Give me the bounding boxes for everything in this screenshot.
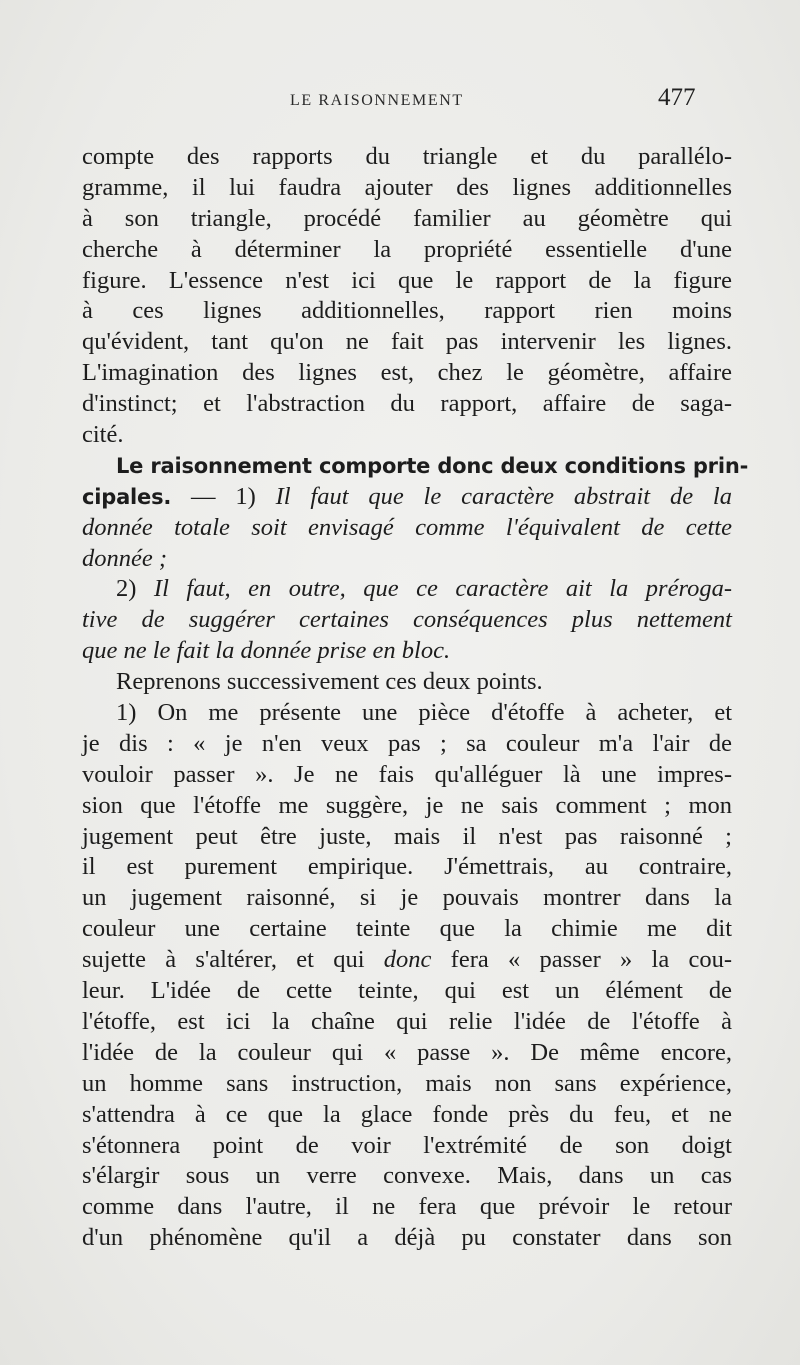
text-line: à son triangle, procédé familier au géomètre qui xyxy=(82,204,732,232)
text-line xyxy=(82,482,732,513)
text-line: jugement peut être juste, mais il n'est pas raisonné ; xyxy=(82,822,732,850)
text-line: à ces lignes additionnelles, rapport rien moins xyxy=(82,297,732,325)
text-line: d'instinct; et l'abstraction du rapport, affaire de saga- xyxy=(82,390,732,418)
text-line: il est purement empirique. J'émettrais, au contraire, xyxy=(82,853,732,881)
text-line: l'idée de la couleur qui « passe ». De même encore, xyxy=(82,1038,732,1066)
text-line: je dis : « je n'en veux pas ; sa couleur m'a l'air de xyxy=(82,729,732,757)
text-line xyxy=(82,945,732,976)
text-line: qu'évident, tant qu'on ne fait pas intervenir les lignes. xyxy=(82,328,732,356)
italic-text: tive de suggérer certaines conséquences plus nettement xyxy=(82,606,732,634)
italic-text: que ne le fait la donnée prise en bloc. xyxy=(82,637,451,665)
text-line: un jugement raisonné, si je pouvais montrer dans la xyxy=(82,884,732,912)
bold-lead-text: cipales. xyxy=(82,484,172,509)
text-line: cherche à déterminer la propriété essentielle d'une xyxy=(82,235,732,263)
text-line: d'un phénomène qu'il a déjà pu constater dans son xyxy=(82,1224,732,1252)
text-line: vouloir passer ». Je ne fais qu'alléguer là une impres- xyxy=(82,760,732,788)
condition-number: — 1) xyxy=(171,482,276,510)
text-line: L'imagination des lignes est, chez le géomètre, affaire xyxy=(82,359,732,387)
body-text xyxy=(82,142,749,1254)
text-line xyxy=(82,451,749,482)
italic-text: donnée ; xyxy=(82,544,168,572)
text-line: couleur une certaine teinte que la chimie me dit xyxy=(82,915,732,943)
text-line: gramme, il lui faudra ajouter des lignes additionnelles xyxy=(82,173,732,201)
text-line: s'élargir sous un verre convexe. Mais, dans un cas xyxy=(82,1162,732,1190)
text-line: un homme sans instruction, mais non sans expérience, xyxy=(82,1069,732,1097)
page-number: 477 xyxy=(658,84,696,111)
italic-text: Il faut que le caractère abstrait de la xyxy=(275,482,732,510)
condition-number: 2) xyxy=(116,575,154,603)
text-fragment: fera « passer » la cou- xyxy=(431,946,732,974)
text-line: cité. xyxy=(82,421,124,449)
text-line: 1) On me présente une pièce d'étoffe à acheter, et xyxy=(116,699,732,727)
text-fragment: sujette à s'altérer, et qui xyxy=(82,946,384,974)
text-line: leur. L'idée de cette teinte, qui est un élément de xyxy=(82,977,732,1005)
bold-lead-text: Le raisonnement comporte donc deux conditions prin- xyxy=(116,453,749,478)
italic-text: donc xyxy=(383,946,432,974)
text-line: sion que l'étoffe me suggère, je ne sais comment ; mon xyxy=(82,791,732,819)
text-line xyxy=(82,574,732,605)
text-line: l'étoffe, est ici la chaîne qui relie l'idée de l'étoffe à xyxy=(82,1007,732,1035)
text-line: s'étonnera point de voir l'extrémité de son doigt xyxy=(82,1131,732,1159)
text-line: figure. L'essence n'est ici que le rapport de la figure xyxy=(82,266,732,294)
text-line: s'attendra à ce que la glace fonde près du feu, et ne xyxy=(82,1100,732,1128)
text-line: comme dans l'autre, il ne fera que prévoir le retour xyxy=(82,1193,732,1221)
italic-text: Il faut, en outre, que ce caractère ait la préroga- xyxy=(153,575,732,603)
text-line: compte des rapports du triangle et du parallélo- xyxy=(82,143,732,170)
running-title: LE RAISONNEMENT xyxy=(290,92,464,109)
text-line: Reprenons successivement ces deux points. xyxy=(116,668,543,696)
italic-text: donnée totale soit envisagé comme l'équivalent de cette xyxy=(82,513,732,541)
